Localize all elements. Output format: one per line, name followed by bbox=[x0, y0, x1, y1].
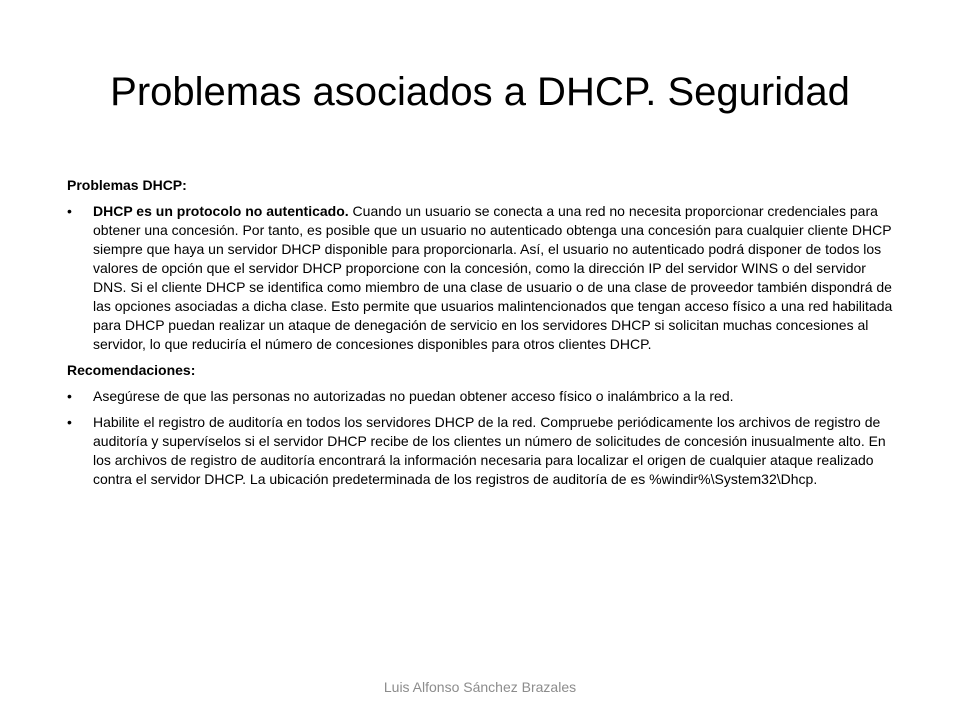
recomendaciones-bullet-list bbox=[67, 387, 903, 489]
slide-footer: Luis Alfonso Sánchez Brazales bbox=[383, 679, 577, 695]
bullet-body-text: Asegúrese de que las personas no autorizadas no puedan obtener acceso físico o inalámbrico a la red. bbox=[93, 388, 734, 404]
problemas-bullet-list bbox=[67, 202, 903, 354]
bullet-lead-text: DHCP es un protocolo no autenticado. bbox=[93, 203, 349, 219]
bullet-body-text: Habilite el registro de auditoría en todos los servidores DHCP de la red. Compruebe periódicamente los archivos de registro de auditoría y supervíselos si el servidor DHCP recibe de los clientes un número de solicitudes de concesión inusualmente alto. En los archivos de registro de auditoría encontrará la información necesaria para localizar el origen de cualquier ataque realizado contra el servidor DHCP. La ubicación predeterminada de los registros de auditoría de es %windir%\System32\Dhcp. bbox=[93, 414, 886, 487]
bullet-item bbox=[67, 413, 903, 489]
section-heading-recomendaciones: Recomendaciones: bbox=[67, 362, 196, 378]
bullet-icon: • bbox=[67, 203, 72, 219]
slide-title: Problemas asociados a DHCP. Seguridad bbox=[110, 70, 850, 114]
bullet-item bbox=[67, 387, 903, 406]
bullet-icon: • bbox=[67, 388, 72, 404]
slide-content bbox=[67, 176, 903, 496]
bullet-icon: • bbox=[67, 414, 72, 430]
bullet-body-text: Cuando un usuario se conecta a una red no necesita proporcionar credenciales para obtener una concesión. Por tanto, es posible que un usuario no autenticado obtenga una concesión para cualquier cliente DHCP siempre que haya un servidor DHCP disponible para proporcionarla. Así, el usuario no autenticado podrá disponer de todos los valores de opción que el servidor DHCP proporcione con la concesión, como la dirección IP del servidor WINS o del servidor DNS. Si el cliente DHCP se identifica como miembro de una clase de usuario o de una clase de proveedor también dispondrá de las opciones asociadas a dicha clase. Esto permite que usuarios malintencionados que tengan acceso físico a una red habilitada para DHCP puedan realizar un ataque de denegación de servicio en los servidores DHCP si solicitan muchas concesiones al servidor, lo que reduciría el número de concesiones disponibles para otros clientes DHCP. bbox=[93, 203, 893, 352]
section-heading-problemas: Problemas DHCP: bbox=[67, 177, 187, 193]
bullet-item bbox=[67, 202, 903, 354]
